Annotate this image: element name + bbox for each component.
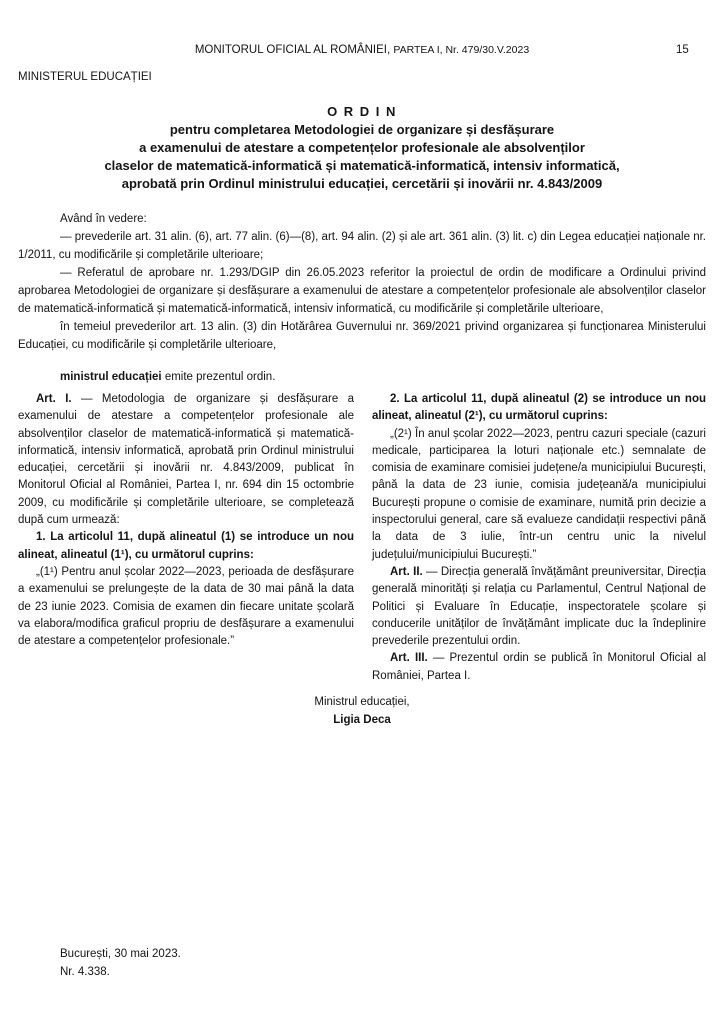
- amendment-point-2-quote: „(2¹) În anul școlar 2022—2023, pentru cazuri speciale (cazuri medicale, participarea la loturi naționale etc.) semnalate de comisia de examinare comisiei județene/a municipiului București, până la data de 23 iunie, comisia județeană/a municipiului București propune o comisie de examinare, numită prin decizie a inspectorului general, care să evalueze candidații respectivi până la data de 3 iulie, într-un centru unic la nivelul județului/municipiului București.”: [372, 427, 706, 561]
- running-header: [0, 42, 724, 58]
- article-text: — Metodologia de organizare și desfășurare a examenului de atestare a competențelor profesionale ale absolvenților claselor de matematică-informatică și matematică-informatică, intensiv informatică, aprobată prin Ordinul ministrului educației, cercetării și inovării nr. 4.843/2009, publicat în Monitorul Oficial al României, Partea I, nr. 694 din 15 octombrie 2009, cu modificările și completările ulterioare, se completează după cum urmează:: [18, 393, 355, 527]
- title-line: claselor de matematică-informatică și matematică-informatică, intensiv informatică,: [104, 158, 620, 173]
- order-title: [18, 103, 706, 193]
- publication-title: MONITORUL OFICIAL AL ROMÂNIEI,: [194, 44, 391, 56]
- left-column: [18, 391, 354, 685]
- issuing-ministry: MINISTERUL EDUCAȚIEI: [18, 71, 152, 83]
- article-label: Art. III.: [390, 652, 428, 665]
- article-text: — Direcția generală învățământ preuniversitar, Direcția generală minorități și relația cu Parlamentul, Centrul Național de Politici și Evaluare în Educație, inspectoratele școlare și conducerile unităților de învățământ implicate duc la îndeplinire prevederile prezentului ordin.: [372, 565, 706, 648]
- signature-block: [18, 693, 706, 729]
- amendment-point-2-heading: 2. La articolul 11, după alineatul (2) se introduce un nou alineat, alineatul (2¹), cu următorul cuprins:: [372, 393, 706, 423]
- right-column: [372, 391, 706, 685]
- preamble-item: — Referatul de aprobare nr. 1.293/DGIP din 26.05.2023 referitor la proiectul de ordin de modificare a Ordinului privind aprobarea Metodologiei de organizare și desfășurare a examenului de atestare a competențelor profesionale ale absolvenților claselor de matematică-informatică și matematică-informatică, intensiv informatică, cu modificările și completările ulterioare,: [18, 267, 706, 315]
- article-label: Art. I.: [36, 393, 72, 405]
- issue-footer: [60, 945, 181, 981]
- amendment-point-1-quote: „(1¹) Pentru anul școlar 2022—2023, perioada de desfășurare a examenului se prelungește de la data de 30 mai până la data de 23 iunie 2023. Comisia de examen din fiecare unitate școlară va elabora/modifica graficul propriu de desfășurare a examenului de atestare a competențelor profesionale.”: [18, 565, 354, 648]
- signatory-role: Ministrul educației,: [314, 696, 410, 709]
- document-body: [18, 69, 706, 729]
- enacting-authority: ministrul educației: [60, 371, 162, 383]
- order-heading: O R D I N: [327, 104, 397, 119]
- preamble-item: — prevederile art. 31 alin. (6), art. 77 alin. (6)—(8), art. 94 alin. (2) și ale art. 361 alin. (3) lit. c) din Legea educației naționale nr. 1/2011, cu modificările și completările ulterioare;: [18, 231, 706, 261]
- enactment-clause: [18, 368, 706, 386]
- amendment-point-1-heading: 1. La articolul 11, după alineatul (1) se introduce un nou alineat, alineatul (1¹), cu următorul cuprins:: [18, 531, 354, 561]
- article-1: [18, 391, 354, 529]
- article-3: [372, 650, 706, 685]
- preamble-intro: Având în vedere:: [60, 213, 147, 225]
- place-and-date: București, 30 mai 2023.: [60, 948, 181, 960]
- enactment-text: emite prezentul ordin.: [164, 371, 276, 383]
- signatory-name: Ligia Deca: [333, 714, 391, 727]
- article-label: Art. II.: [390, 565, 423, 578]
- articles-columns: [18, 391, 706, 685]
- title-line: a examenului de atestare a competențelor profesionale ale absolvenților: [139, 140, 585, 155]
- title-line: pentru completarea Metodologiei de organizare și desfășurare: [169, 122, 555, 137]
- title-line: aprobată prin Ordinul ministrului educației, cercetării și inovării nr. 4.843/2009: [121, 176, 603, 191]
- order-number: Nr. 4.338.: [60, 966, 110, 978]
- issue-reference: PARTEA I, Nr. 479/30.V.2023: [393, 44, 530, 56]
- preamble: [18, 210, 706, 354]
- page-number: 15: [676, 44, 689, 56]
- legal-basis: în temeiul prevederilor art. 13 alin. (3) din Hotărârea Guvernului nr. 369/2021 privind organizarea și funcționarea Ministerului Educației, cu modificările și completările ulterioare,: [18, 321, 706, 351]
- article-text: — Prezentul ordin se publică în Monitorul Oficial al României, Partea I.: [372, 652, 707, 682]
- article-2: [372, 564, 706, 650]
